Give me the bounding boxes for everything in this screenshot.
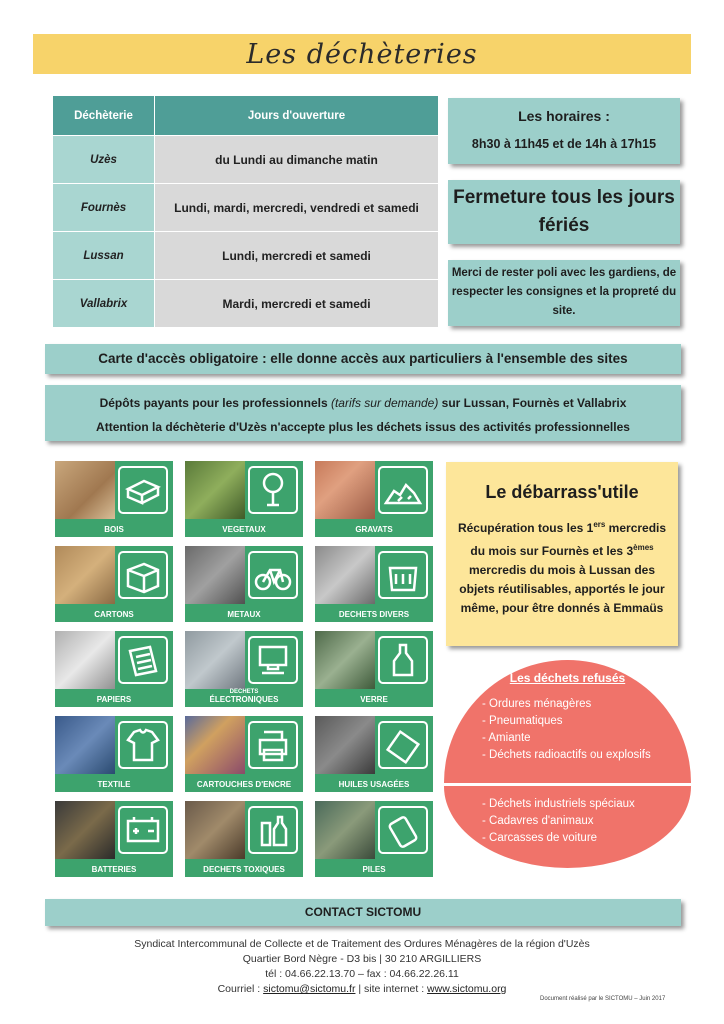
waste-photo	[55, 546, 115, 604]
email-link[interactable]: sictomu@sictomu.fr	[263, 983, 356, 995]
waste-label-text: DECHETS DIVERS	[338, 610, 410, 619]
printer-icon	[248, 721, 298, 769]
debarras-t2: mercredis du mois sur Fournès et les 3	[470, 521, 667, 558]
footer-line1: Syndicat Intercommunal de Collecte et de Traitement des Ordures Ménagères de la région d'Uzès	[134, 938, 590, 950]
table-row	[53, 184, 439, 232]
refused-title: Les déchets refusés	[509, 671, 626, 685]
debarras-t3: mercredis du mois à Lussan des objets réutilisables, apportés le jour même, pour être donnés à Emmaüs	[459, 563, 665, 615]
waste-photo	[55, 461, 115, 519]
depots-line2: Attention la déchèterie d'Uzès n'accepte plus les déchets issus des activités professionnelles	[96, 420, 630, 434]
waste-photo	[315, 801, 375, 859]
waste-tile-huiles-usagées	[315, 716, 433, 792]
debarrassutile-box	[446, 462, 678, 646]
waste-label-text: DECHETS TOXIQUES	[203, 865, 285, 874]
site-label: | site internet :	[355, 983, 428, 995]
waste-label-text: CARTONS	[94, 610, 134, 619]
waste-tile-gravats	[315, 461, 433, 537]
waste-photo	[315, 631, 375, 689]
debarras-text	[446, 515, 678, 618]
depots-line1-b: sur Lussan, Fournès et Vallabrix	[438, 396, 627, 410]
tshirt-icon	[118, 721, 168, 769]
waste-label-text: CARTOUCHES D'ENCRE	[196, 780, 292, 789]
fermeture-text: Fermeture tous les jours fériés	[453, 187, 675, 236]
merci-text: Merci de rester poli avec les gardiens, de respecter les consignes et la propreté du site.	[451, 267, 677, 317]
list-item: - Déchets radioactifs ou explosifs	[482, 749, 651, 761]
waste-tile-vegetaux	[185, 461, 303, 537]
waste-label	[315, 526, 433, 534]
site-name: Lussan	[53, 232, 155, 280]
waste-tile-piles	[315, 801, 433, 877]
waste-tile-textile	[55, 716, 173, 792]
list-item-text: Carcasses de voiture	[489, 832, 598, 844]
table-row	[53, 136, 439, 184]
waste-label-text: PILES	[362, 865, 386, 874]
cardboard-box-icon	[118, 551, 168, 599]
site-name: Uzès	[53, 136, 155, 184]
waste-category-grid	[55, 461, 433, 878]
list-item: - Carcasses de voiture	[482, 832, 598, 844]
horaires-box	[448, 98, 680, 164]
merci-box	[448, 260, 680, 326]
courriel-label: Courriel :	[217, 983, 264, 995]
rubble-icon	[378, 466, 428, 514]
waste-label-text: BOIS	[104, 525, 124, 534]
site-days: Lundi, mercredi et samedi	[155, 232, 439, 280]
title-banner	[33, 34, 691, 74]
battery-icon	[118, 806, 168, 854]
fermeture-box	[448, 180, 680, 244]
waste-label	[185, 689, 303, 704]
depots-line1-em: (tarifs sur demande)	[330, 396, 439, 410]
contact-banner	[45, 899, 681, 926]
list-item-text: Ordures ménagères	[489, 698, 592, 710]
site-name: Vallabrix	[53, 280, 155, 328]
waste-tile-papiers	[55, 631, 173, 707]
refused-list-2	[482, 796, 635, 847]
list-item-text: Cadavres d'animaux	[489, 815, 594, 827]
waste-label	[185, 781, 303, 789]
cell-battery-icon	[378, 806, 428, 854]
waste-tile-électroniques	[185, 631, 303, 707]
list-item: - Cadavres d'animaux	[482, 815, 594, 827]
waste-label	[185, 611, 303, 619]
footer	[0, 937, 724, 997]
waste-photo	[185, 801, 245, 859]
list-item-text: Pneumatiques	[489, 715, 563, 727]
col-header-jours: Jours d'ouverture	[155, 96, 439, 136]
list-item-text: Amiante	[488, 732, 531, 744]
debarras-t1: Récupération tous les 1	[457, 521, 594, 535]
depots-banner	[45, 385, 681, 441]
debarras-sup1: ers	[593, 520, 606, 529]
footer-line4	[0, 982, 724, 997]
footer-line3: tél : 04.66.22.13.70 – fax : 04.66.22.26.11	[265, 968, 459, 980]
waste-label	[315, 781, 433, 789]
site-days: Mardi, mercredi et samedi	[155, 280, 439, 328]
waste-tile-cartons	[55, 546, 173, 622]
waste-label-text: VERRE	[360, 695, 388, 704]
waste-photo	[185, 546, 245, 604]
waste-label	[55, 526, 173, 534]
waste-label-small: DECHETS	[229, 689, 259, 695]
depots-line1-a: Dépôts payants pour les professionnels	[99, 396, 331, 410]
refused-list-1	[482, 696, 651, 764]
waste-tile-batteries	[55, 801, 173, 877]
debarras-sup2: èmes	[633, 543, 654, 552]
contact-text: CONTACT SICTOMU	[304, 905, 422, 919]
waste-tile-bois	[55, 461, 173, 537]
wood-plank-icon	[118, 466, 168, 514]
waste-label-text: GRAVATS	[355, 525, 393, 534]
col-header-dechetterie: Déchèterie	[53, 96, 155, 136]
schedule-table	[52, 95, 439, 328]
list-item: - Pneumatiques	[482, 715, 563, 727]
depots-line1	[45, 391, 681, 415]
waste-photo	[55, 801, 115, 859]
carte-acces-banner	[45, 344, 681, 374]
credit-note: Document réalisé par le SICTOMU – Juin 2017	[540, 996, 666, 1002]
website-link[interactable]: www.sictomu.org	[427, 983, 507, 995]
horaires-text: 8h30 à 11h45 et de 14h à 17h15	[471, 137, 657, 151]
waste-label-text: BATTERIES	[91, 865, 137, 874]
waste-photo	[185, 631, 245, 689]
waste-tile-verre	[315, 631, 433, 707]
list-item-text: Déchets radioactifs ou explosifs	[489, 749, 651, 761]
list-item: - Déchets industriels spéciaux	[482, 798, 635, 810]
waste-photo	[55, 716, 115, 774]
waste-label	[55, 866, 173, 874]
waste-label	[55, 696, 173, 704]
paper-icon	[118, 636, 168, 684]
waste-label	[185, 526, 303, 534]
waste-label	[185, 866, 303, 874]
waste-label	[315, 696, 433, 704]
waste-tile-dechets-toxiques	[185, 801, 303, 877]
tree-icon	[248, 466, 298, 514]
horaires-title: Les horaires :	[518, 108, 610, 124]
mixed-waste-icon	[378, 551, 428, 599]
waste-label-text: VEGETAUX	[222, 525, 266, 534]
table-row	[53, 232, 439, 280]
oil-can-icon	[378, 721, 428, 769]
waste-tile-dechets-divers	[315, 546, 433, 622]
waste-tile-cartouches-d-encre	[185, 716, 303, 792]
waste-photo	[185, 716, 245, 774]
table-row	[53, 280, 439, 328]
table-header-row	[53, 96, 439, 136]
waste-label-text: TEXTILE	[97, 780, 131, 789]
waste-label	[55, 781, 173, 789]
list-item: - Amiante	[482, 732, 531, 744]
waste-label-text: ÉLECTRONIQUES	[209, 695, 279, 704]
waste-label-text: HUILES USAGÉES	[338, 780, 410, 789]
bottle-icon	[378, 636, 428, 684]
waste-label	[315, 611, 433, 619]
waste-photo	[315, 461, 375, 519]
site-name: Fournès	[53, 184, 155, 232]
bicycle-icon	[248, 551, 298, 599]
computer-icon	[248, 636, 298, 684]
list-item: - Ordures ménagères	[482, 698, 592, 710]
waste-tile-metaux	[185, 546, 303, 622]
waste-photo	[55, 631, 115, 689]
toxic-products-icon	[248, 806, 298, 854]
waste-label-text: PAPIERS	[96, 695, 132, 704]
footer-line2: Quartier Bord Nègre - D3 bis | 30 210 ARGILLIERS	[242, 953, 482, 965]
debarras-title: Le débarrass'utile	[485, 482, 639, 502]
site-days: Lundi, mardi, mercredi, vendredi et samedi	[155, 184, 439, 232]
carte-text: Carte d'accès obligatoire : elle donne accès aux particuliers à l'ensemble des sites	[98, 351, 628, 366]
waste-label-text: METAUX	[227, 610, 261, 619]
waste-photo	[315, 546, 375, 604]
site-days: du Lundi au dimanche matin	[155, 136, 439, 184]
waste-label	[55, 611, 173, 619]
waste-photo	[315, 716, 375, 774]
waste-photo	[185, 461, 245, 519]
list-item-text: Déchets industriels spéciaux	[489, 798, 635, 810]
page-title: Les déchèteries	[246, 38, 478, 70]
waste-label	[315, 866, 433, 874]
